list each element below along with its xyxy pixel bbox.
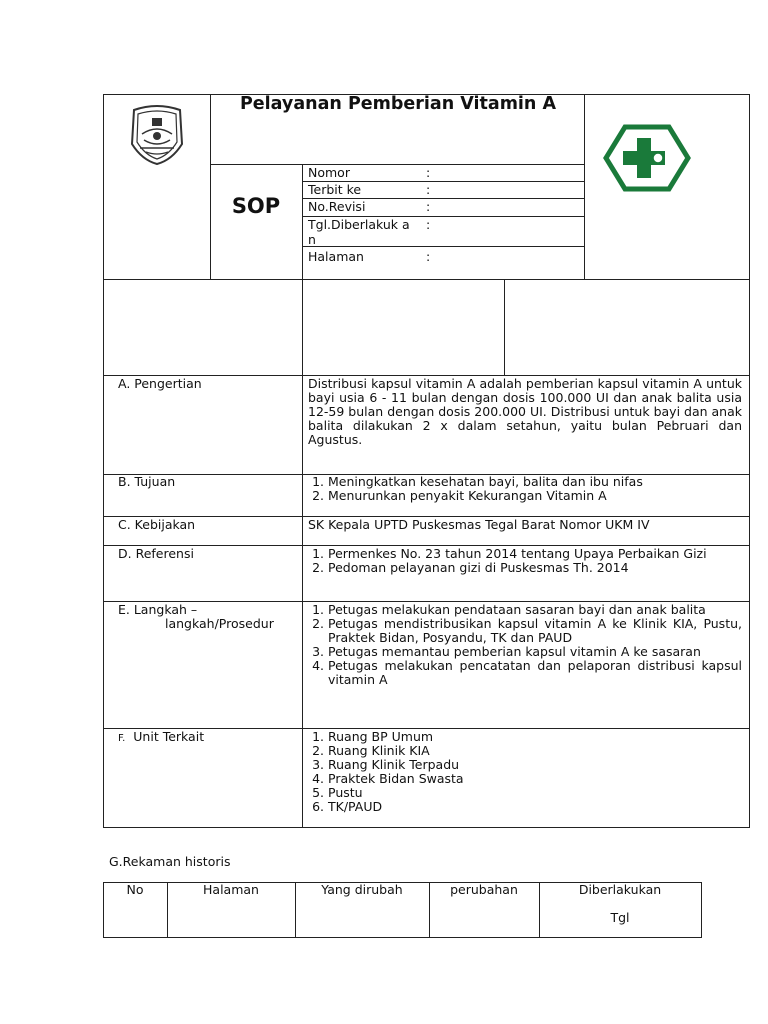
list-item: 1. Petugas melakukan pendataan sasaran bayi dan anak balita bbox=[328, 603, 742, 617]
list-item: 4. Praktek Bidan Swasta bbox=[328, 772, 742, 786]
section-c-text: SK Kepala UPTD Puskesmas Tegal Barat Nomor UKM IV bbox=[308, 517, 650, 532]
list-item: 1. Permenkes No. 23 tahun 2014 tentang Upaya Perbaikan Gizi bbox=[328, 547, 742, 561]
list-item: 2. Petugas mendistribusikan kapsul vitamin A ke Klinik KIA, Pustu, Praktek Bidan, Posyandu, TK dan PAUD bbox=[328, 617, 742, 645]
section-e-label-cont: langkah/Prosedur bbox=[165, 616, 274, 631]
history-col-halaman: Halaman bbox=[203, 882, 259, 897]
list-item: 1. Ruang BP Umum bbox=[328, 730, 742, 744]
list-item: 5. Pustu bbox=[328, 786, 742, 800]
section-a-text: Distribusi kapsul vitamin A adalah pemberian kapsul vitamin A untuk bayi usia 6 - 11 bulan dengan dosis 100.000 UI dan anak balita usia 12-59 bulan dengan dosis 200.000 UI. Distribusi untuk bayi dan anak balita dilakukan 2 x dalam setahun, yaitu bulan Pebruari dan Agustus. bbox=[308, 376, 742, 447]
history-col-perubahan: perubahan bbox=[450, 882, 518, 897]
section-e-label: E. Langkah – bbox=[118, 602, 198, 617]
section-f-label: F. Unit Terkait bbox=[118, 729, 205, 744]
document-title: Pelayanan Pemberian Vitamin A bbox=[239, 94, 557, 114]
section-a-label: A. Pengertian bbox=[118, 376, 202, 391]
history-col-yang-dirubah: Yang dirubah bbox=[321, 882, 403, 897]
regency-emblem-icon bbox=[128, 104, 186, 166]
section-d-list bbox=[308, 547, 742, 575]
section-b-list bbox=[308, 475, 742, 503]
list-item: 1. Meningkatkan kesehatan bayi, balita dan ibu nifas bbox=[328, 475, 742, 489]
list-item: 3. Petugas memantau pemberian kapsul vitamin A ke sasaran bbox=[328, 645, 742, 659]
history-col-diberlakukan: Diberlakukan bbox=[578, 882, 662, 897]
list-item: 2. Pedoman pelayanan gizi di Puskesmas Th. 2014 bbox=[328, 561, 742, 575]
list-item: 3. Ruang Klinik Terpadu bbox=[328, 758, 742, 772]
list-item: 6. TK/PAUD bbox=[328, 800, 742, 814]
history-col-tgl: Tgl bbox=[610, 910, 630, 925]
sop-label: SOP bbox=[231, 194, 281, 218]
section-b-label: B. Tujuan bbox=[118, 474, 176, 489]
section-d-label: D. Referensi bbox=[118, 546, 194, 561]
history-col-no: No bbox=[126, 882, 144, 897]
section-f-list bbox=[308, 730, 742, 814]
section-c-label: C. Kebijakan bbox=[118, 517, 196, 532]
list-item: 2. Menurunkan penyakit Kekurangan Vitamin A bbox=[328, 489, 742, 503]
list-item: 4. Petugas melakukan pencatatan dan pelaporan distribusi kapsul vitamin A bbox=[328, 659, 742, 687]
history-heading: G.Rekaman historis bbox=[109, 854, 231, 869]
puskesmas-logo-icon bbox=[603, 124, 691, 192]
section-e-list bbox=[308, 603, 742, 687]
list-item: 2. Ruang Klinik KIA bbox=[328, 744, 742, 758]
